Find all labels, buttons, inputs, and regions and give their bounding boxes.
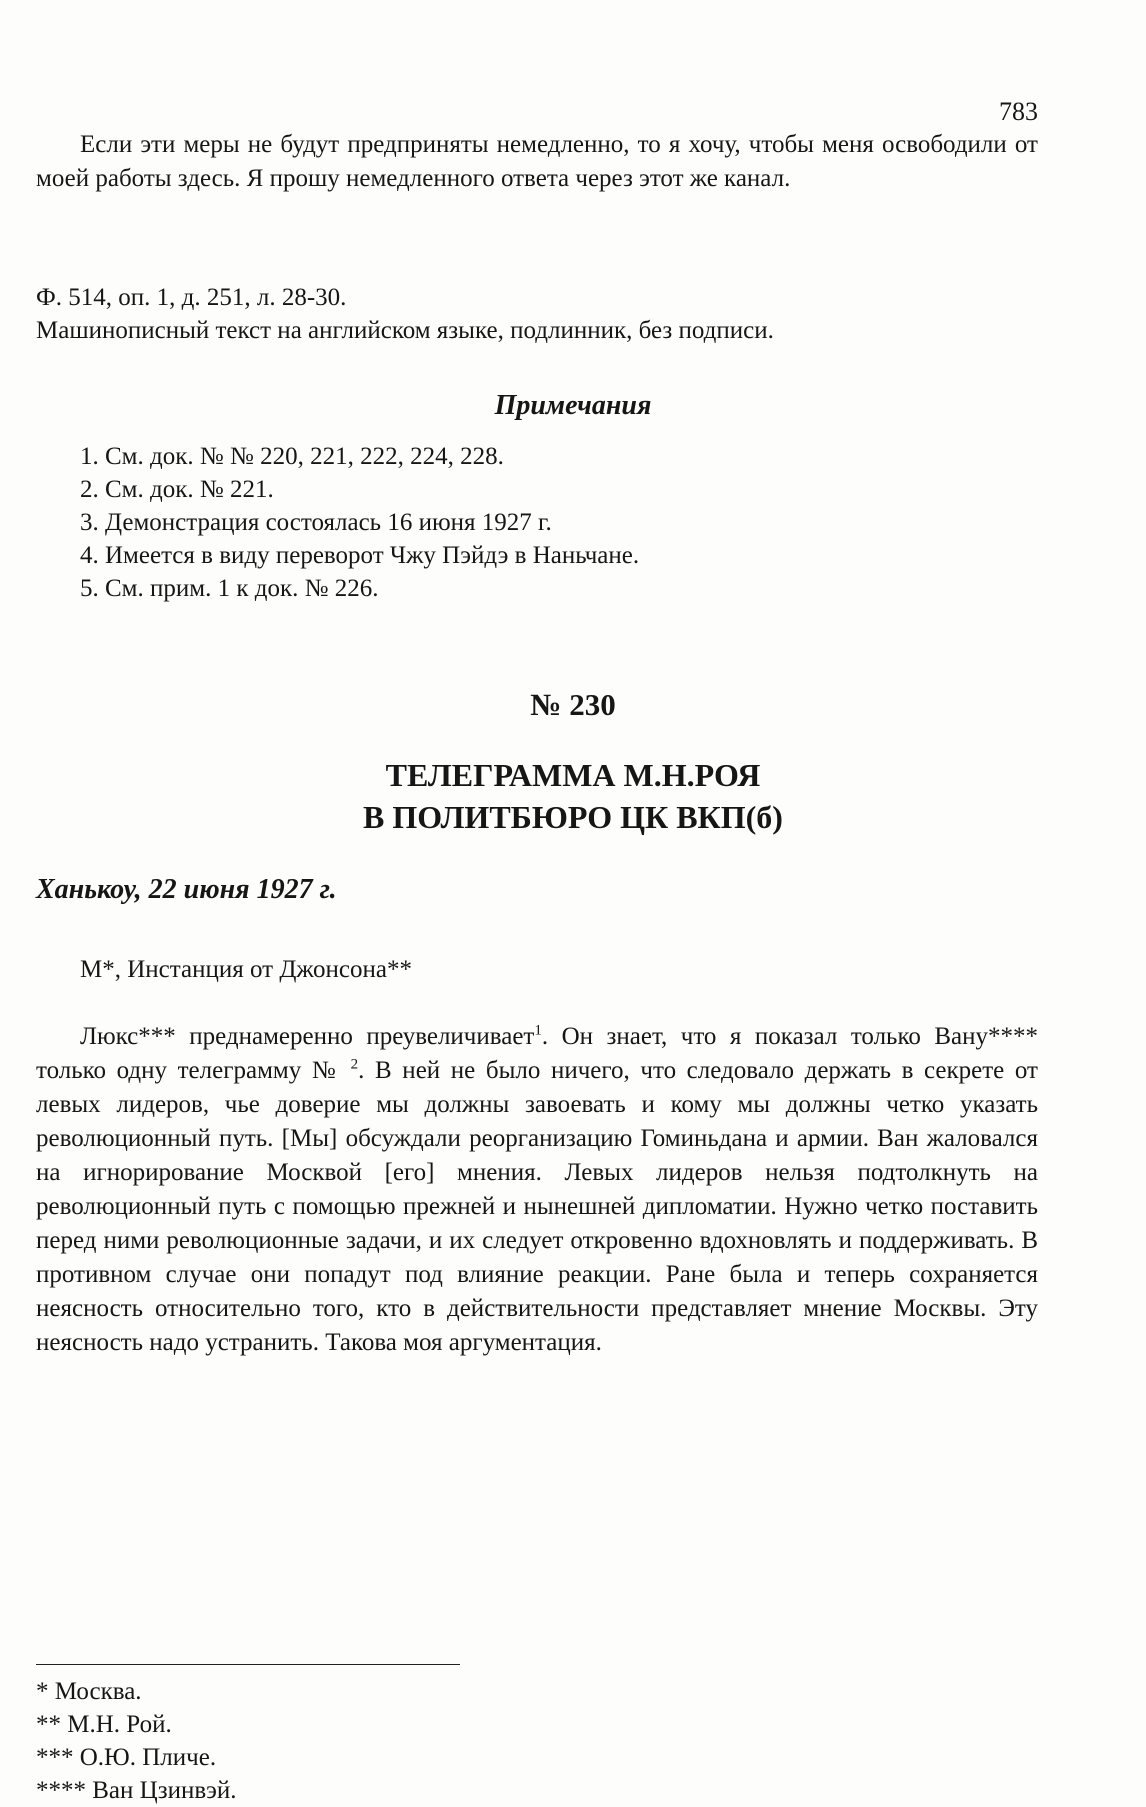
body-paragraph-block bbox=[36, 1020, 1038, 1360]
document-title bbox=[0, 754, 1146, 838]
document-title-line-1: ТЕЛЕГРАММА М.Н.РОЯ bbox=[385, 757, 761, 793]
footnotes-list bbox=[36, 1675, 237, 1807]
body-paragraph bbox=[36, 1020, 1038, 1360]
archive-reference: Ф. 514, оп. 1, д. 251, л. 28-30. bbox=[36, 284, 347, 311]
archive-reference-block bbox=[36, 281, 1038, 347]
footnote-divider bbox=[36, 1664, 460, 1665]
opening-paragraph: Если эти меры не будут предприняты немедленно, то я хочу, чтобы меня освободили от моей работы здесь. Я прошу немедленного ответа через этот же канал. bbox=[36, 131, 1038, 192]
footnote-item: * Москва. bbox=[36, 1678, 142, 1705]
note-item: 3. Демонстрация состоялась 16 июня 1927 г. bbox=[80, 509, 552, 536]
note-item: 1. См. док. № № 220, 221, 222, 224, 228. bbox=[80, 443, 504, 470]
page-number: 783 bbox=[999, 97, 1038, 126]
notes-heading: Примечания bbox=[494, 390, 652, 421]
footnote-item: **** Ван Цзинвэй. bbox=[36, 1777, 237, 1804]
body-text-part-1: Люкс*** преднамеренно преувеличивает bbox=[80, 1023, 535, 1050]
document-title-line-2: В ПОЛИТБЮРО ЦК ВКП(б) bbox=[363, 799, 783, 835]
addressee-line: M*, Инстанция от Джонсона** bbox=[80, 956, 412, 983]
place-date: Ханькоу, 22 июня 1927 г. bbox=[36, 874, 337, 905]
body-text-part-2: . Он знает, что я показал только Вану**** только одну телеграмму № bbox=[36, 1023, 1038, 1084]
document-number: № 230 bbox=[530, 687, 616, 722]
footnote-ref-2: 2 bbox=[350, 1056, 359, 1073]
footnote-ref-1: 1 bbox=[534, 1022, 542, 1039]
note-item: 5. См. прим. 1 к док. № 226. bbox=[80, 575, 379, 602]
footnote-item: ** М.Н. Рой. bbox=[36, 1711, 172, 1738]
body-text-part-3: . В ней не было ничего, что следовало держать в секрете от левых лидеров, чье доверие мы должны завоевать и кому мы должны четко указать революционный путь. [Мы] обсуждали реорганизацию Гоминьдана и армии. Ван жаловался на игнорирование Москвой [его] мнения. Левых лидеров нельзя подтолкнуть на революционный путь с помощью прежней и нынешней дипломатии. Нужно четко поставить перед ними революционные задачи, и их следует откровенно вдохновлять и поддерживать. В противном случае они попадут под влияние реакции. Ране была и теперь сохраняется неясность относительно того, кто в действительности представляет мнение Москвы. Эту неясность надо устранить. Такова моя аргументация. bbox=[36, 1057, 1038, 1356]
footnote-item: *** О.Ю. Пличе. bbox=[36, 1744, 217, 1771]
notes-list bbox=[80, 440, 980, 605]
opening-paragraph-block bbox=[36, 128, 1038, 196]
note-item: 4. Имеется в виду переворот Чжу Пэйдэ в Наньчане. bbox=[80, 542, 640, 569]
note-item: 2. См. док. № 221. bbox=[80, 476, 274, 503]
archive-description: Машинописный текст на английском языке, подлинник, без подписи. bbox=[36, 317, 774, 344]
